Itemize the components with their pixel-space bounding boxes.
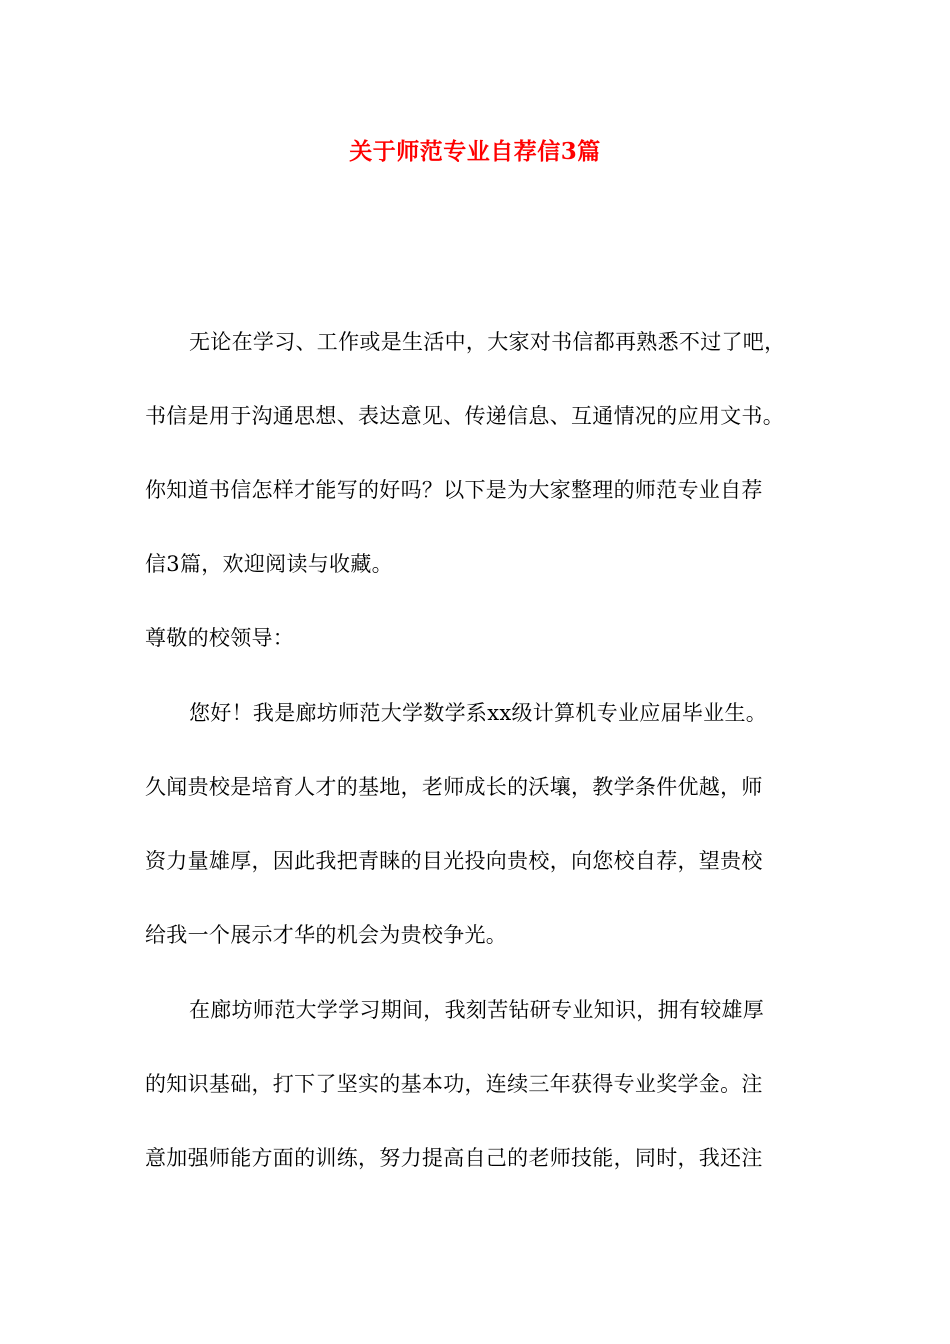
document-title: 关于师范专业自荐信3篇 [349, 138, 601, 165]
text-line: 久闻贵校是培育人才的基地，老师成长的沃壤，教学条件优越，师 [145, 775, 763, 799]
text-line: 信3篇，欢迎阅读与收藏。 [145, 552, 393, 576]
text-line: 的知识基础，打下了坚实的基本功，连续三年获得专业奖学金。注 [145, 1072, 763, 1096]
text-line: 您好！我是廊坊师范大学数学系xx级计算机专业应届毕业生。 [189, 701, 768, 725]
text-line: 意加强师能方面的训练，努力提高自己的老师技能，同时，我还注 [145, 1146, 763, 1170]
text-line: 无论在学习、工作或是生活中，大家对书信都再熟悉不过了吧， [189, 330, 786, 354]
text-line: 给我一个展示才华的机会为贵校争光。 [145, 923, 508, 947]
salutation: 尊敬的校领导： [145, 626, 295, 650]
text-line: 书信是用于沟通思想、表达意见、传递信息、互通情况的应用文书。 [145, 404, 784, 428]
text-line: 在廊坊师范大学学习期间，我刻苦钻研专业知识，拥有较雄厚 [189, 998, 765, 1022]
text-line: 你知道书信怎样才能写的好吗？以下是为大家整理的师范专业自荐 [145, 478, 763, 502]
text-line: 资力量雄厚，因此我把青睐的目光投向贵校，向您校自荐，望贵校 [145, 849, 763, 873]
